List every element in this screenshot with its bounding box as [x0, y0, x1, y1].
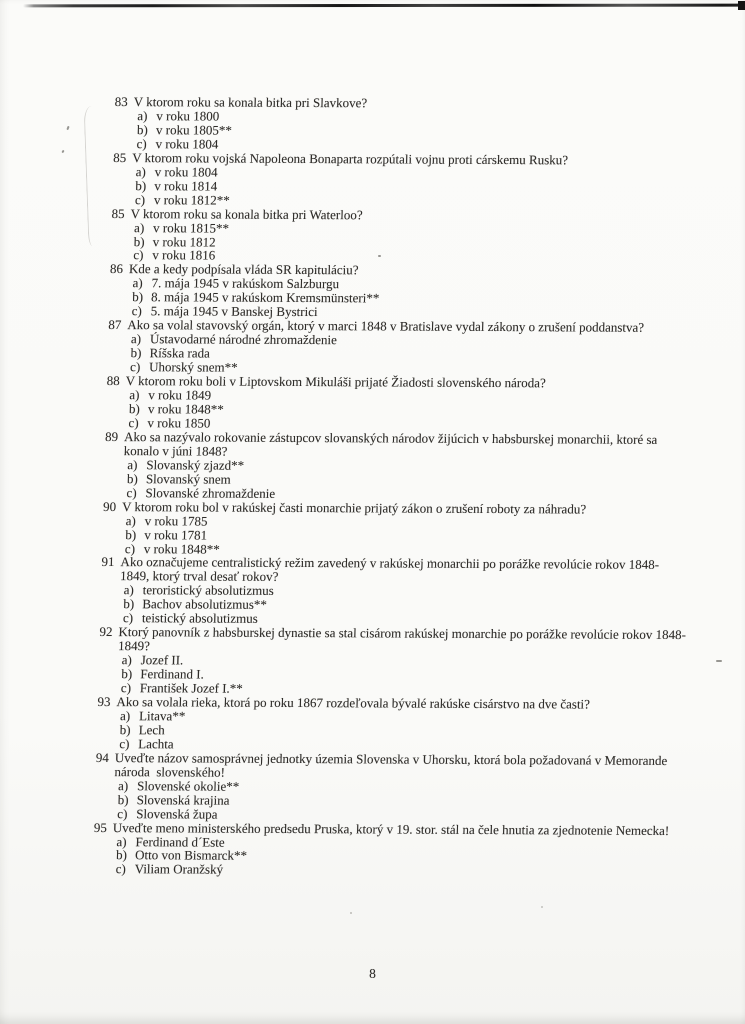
option-text: Lachta	[138, 736, 174, 752]
option-text: Ríšska rada	[149, 345, 211, 361]
option-text: Slovanský zjazd**	[146, 456, 245, 473]
question-text-line: Ako označujeme centralistický režim zavedený v rakúskej monarchii po porážke revolúcie rokov 1848-	[120, 554, 660, 573]
question-text-line: V ktorom roku vojská Napoleona Bonaparta rozpútali vojnu proti cárskemu Rusku?	[131, 149, 569, 168]
scan-corner-mark	[738, 1, 745, 10]
question-number: 95	[93, 819, 108, 835]
option-letter: a)	[125, 512, 137, 528]
question	[0, 262, 740, 322]
option-text: Viliam Oranžský	[134, 861, 224, 878]
option-text: teroristický absolutizmus	[142, 582, 275, 599]
option-letter: c)	[117, 805, 128, 821]
option-letter: c)	[115, 861, 127, 877]
option-text: v roku 1804	[155, 136, 219, 152]
option-text: Lech	[138, 722, 165, 738]
option-letter: b)	[133, 233, 145, 249]
question-number: 92	[99, 624, 113, 640]
option-text: v roku 1849	[148, 387, 212, 403]
question-number: 87	[108, 317, 122, 333]
option-text: v roku 1812	[152, 233, 216, 250]
question-text-line: Uveďte názov samosprávnej jednotky územia Slovenska v Uhorsku, ktorá bola požadovaná v Memorande	[114, 749, 668, 768]
question-text-line: národa slovenského!	[114, 763, 226, 780]
option-letter: c)	[128, 415, 139, 431]
option-letter: b)	[130, 345, 142, 361]
option-letter: a)	[127, 456, 138, 472]
option-letter: c)	[134, 191, 146, 207]
option-letter: a)	[133, 219, 145, 235]
option-letter: a)	[119, 708, 131, 724]
option-text: v roku 1800	[156, 108, 220, 124]
option-letter: a)	[137, 108, 148, 124]
option-letter: c)	[129, 359, 141, 375]
question-number: 85	[111, 205, 125, 221]
option-text: Slovenská krajina	[136, 791, 230, 808]
question-number: 91	[101, 554, 115, 570]
option-letter: b)	[117, 791, 129, 807]
option-text: Slovenská župa	[136, 805, 218, 822]
option-letter: b)	[126, 470, 139, 486]
question-number-spacer	[99, 639, 118, 653]
question-text-line: V ktorom roku sa konala bitka pri Waterloo?	[130, 205, 363, 222]
question	[0, 499, 733, 559]
question	[0, 94, 745, 154]
option-text: Litava**	[138, 708, 186, 724]
option-text: v roku 1814	[154, 177, 218, 194]
option-letter: a)	[135, 163, 147, 179]
question-number: 90	[102, 498, 117, 514]
question	[0, 625, 730, 699]
option-letter: b)	[121, 666, 133, 682]
option-letter: b)	[136, 122, 149, 138]
question-number: 93	[97, 693, 111, 710]
question-text-line: V ktorom roku bol v rakúskej časti monarchie prijatý zákon o zrušení roboty za náhradu?	[121, 498, 587, 517]
question	[0, 150, 743, 210]
option-letter: a)	[121, 652, 133, 668]
option-text: 7. mája 1945 v rakúskom Salzburgu	[151, 275, 340, 292]
option-letter: b)	[119, 721, 131, 738]
option-text: 5. mája 1945 v Banskej Bystrici	[150, 303, 318, 320]
question-number: 83	[114, 93, 129, 110]
scan-speck	[541, 906, 543, 908]
question	[0, 429, 735, 503]
scan-speck	[350, 912, 352, 914]
question	[0, 694, 728, 754]
question-text-line: V ktorom roku sa konala bitka pri Slavkove?	[133, 94, 368, 111]
question-number: 88	[106, 373, 120, 389]
question-text-line: Uveďte meno ministerského predsedu Pruska, ktorý v 19. stor. stál na čele hnutia za zjednotenie Nemecka!	[112, 819, 670, 838]
option-letter: c)	[119, 735, 130, 751]
question-text-line: konalo v júni 1848?	[123, 442, 228, 459]
option-letter: c)	[133, 247, 144, 263]
option-text: Slovanské zhromaždenie	[145, 484, 276, 501]
question	[0, 373, 737, 433]
question	[0, 750, 726, 824]
option-text: v roku 1848**	[143, 540, 220, 557]
option-text: v roku 1848**	[147, 401, 225, 417]
question	[0, 820, 724, 880]
question-number: 86	[109, 261, 124, 277]
option-letter: b)	[115, 847, 128, 863]
option-letter: a)	[132, 275, 143, 291]
question-number-spacer	[95, 765, 114, 779]
option-text: v roku 1816	[152, 247, 216, 264]
question-text-line: Ako sa volala rieka, ktorá po roku 1867 rozdeľovala bývalé rakúske cisárstvo na dve časti?	[116, 694, 591, 712]
option-text: František Jozef I.**	[139, 680, 244, 696]
option-letter: c)	[120, 680, 132, 696]
option-letter: a)	[129, 387, 140, 403]
option-text: Ferdinand I.	[140, 666, 205, 682]
page-number: 8	[369, 966, 376, 981]
option-text: v roku 1815**	[152, 219, 230, 236]
question	[0, 555, 732, 629]
option-text: v roku 1781	[144, 526, 208, 543]
option-letter: a)	[116, 833, 127, 849]
question-text-line: Ako sa volal stavovský orgán, ktorý v marci 1848 v Bratislave vydal zákony o zrušení poddanstva?	[127, 317, 645, 336]
question-number: 94	[95, 749, 110, 765]
option-text: Ústavodarné národné zhromaždenie	[149, 331, 338, 348]
question-text-line: Kde a kedy podpísala vláda SR kapituláciu?	[128, 261, 359, 278]
option-text: Ferdinand d´Este	[135, 833, 225, 850]
option-letter: b)	[131, 289, 144, 305]
question-text-line: 1849?	[117, 638, 151, 654]
question-number-spacer	[101, 569, 120, 583]
option-text: 8. mája 1945 v rakúskom Kremsmünsteri**	[150, 289, 380, 306]
question-number: 85	[112, 149, 127, 165]
option-letter: a)	[123, 582, 135, 598]
scan-edge-line	[23, 4, 743, 8]
question-text-line: 1849, ktorý trval desať rokov?	[119, 568, 279, 585]
question-text-line: Ako sa nazývalo rokovanie zástupcov slovanských národov žijúcich v habsburskej monarchii, ktoré sa	[123, 428, 658, 447]
option-letter: c)	[136, 135, 147, 152]
question	[0, 318, 738, 378]
question-number-spacer	[105, 444, 124, 458]
option-text: Uhorský snem**	[148, 359, 238, 375]
option-letter: b)	[128, 401, 141, 417]
question	[0, 206, 742, 266]
option-letter: a)	[130, 331, 142, 347]
option-text: v roku 1850	[147, 415, 211, 431]
option-letter: c)	[131, 303, 143, 319]
option-letter: b)	[135, 177, 147, 193]
option-letter: c)	[124, 540, 136, 556]
option-text: v roku 1805**	[155, 122, 233, 138]
option-text: teistický absolutizmus	[141, 610, 259, 627]
option-letter: c)	[122, 610, 134, 626]
option-text: Slovanský snem	[145, 470, 232, 487]
option-text: Bachov absolutizmus**	[142, 596, 268, 613]
question-text-line: Ktorý panovník z habsburskej dynastie sa stal cisárom rakúskej monarchie po porážke revolúcie rokov 1848-	[118, 624, 687, 643]
option-letter: b)	[125, 526, 137, 542]
option-text: Jozef II.	[140, 652, 184, 668]
option-text: v roku 1804	[154, 163, 218, 180]
question-list	[0, 94, 745, 879]
option-letter: a)	[117, 777, 129, 793]
option-text: Otto von Bismarck**	[134, 847, 248, 864]
option-text: v roku 1785	[144, 512, 208, 529]
option-text: v roku 1812**	[153, 191, 231, 208]
question-number: 89	[104, 428, 119, 444]
option-letter: b)	[123, 596, 135, 612]
answer-option	[0, 862, 723, 880]
option-text: Slovenské okolie**	[136, 777, 240, 794]
option-letter: c)	[126, 484, 137, 500]
question-text-line: V ktorom roku boli v Liptovskom Mikuláši prijaté Žiadosti slovenského národa?	[125, 373, 546, 391]
